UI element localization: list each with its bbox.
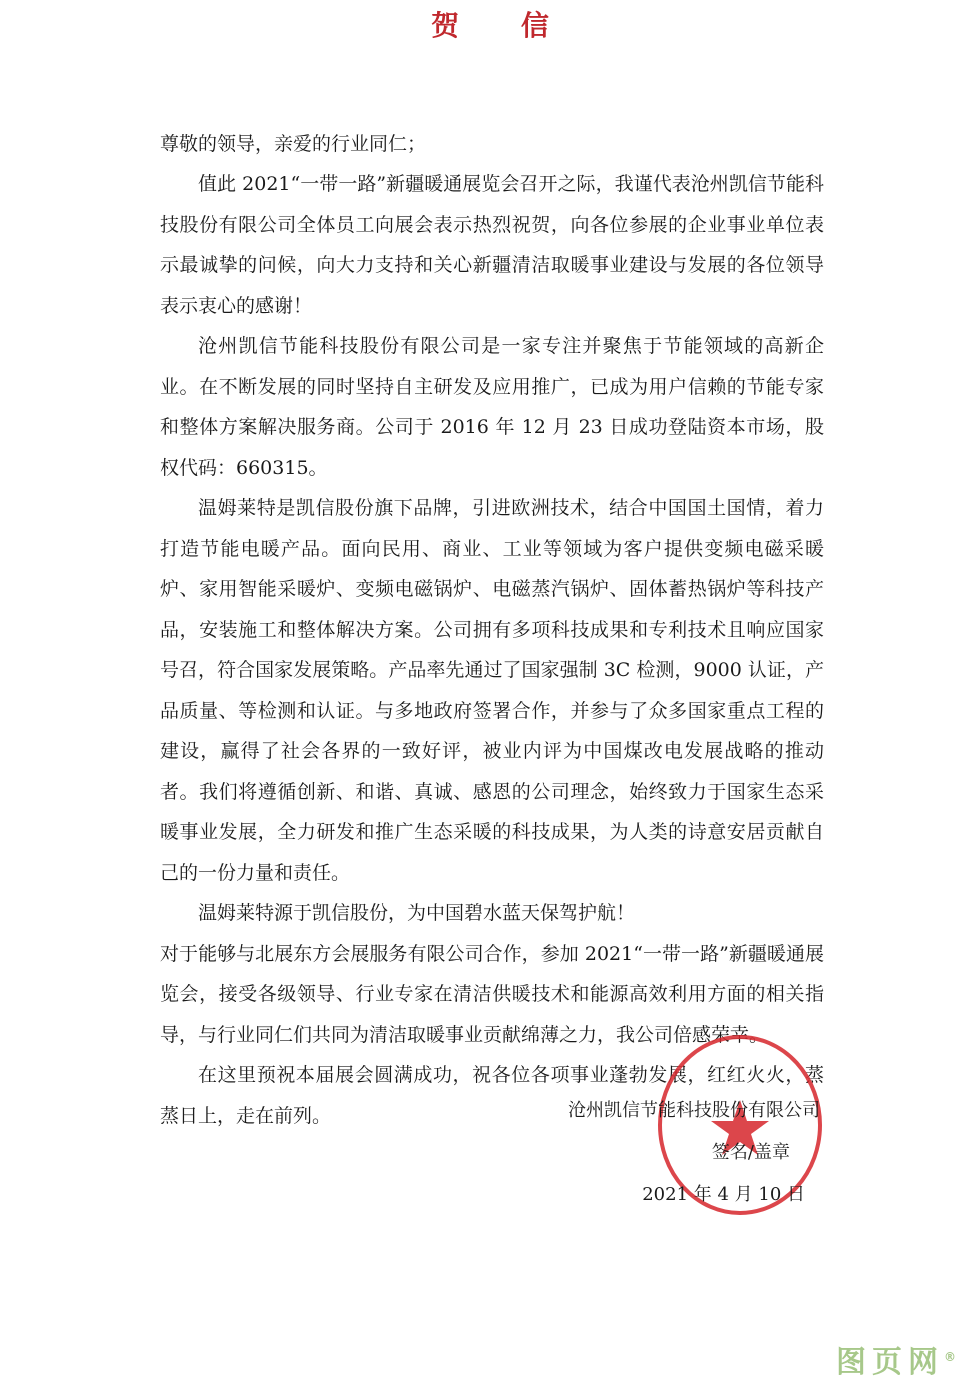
letter-body (160, 164, 824, 1136)
letter-title: 贺 信 (431, 9, 575, 42)
paragraph-brand-intro: 温姆莱特是凯信股份旗下品牌，引进欧洲技术，结合中国国土国情，着力打造节能电暖产品。面向民用、商业、工业等领域为客户提供变频电磁采暖炉、家用智能采暖炉、变频电磁锅炉、电磁蒸汽锅炉、固体蓄热锅炉等科技产品，安装施工和整体解决方案。公司拥有多项科技成果和专利技术且响应国家号召，符合国家发展策略。产品率先通过了国家强制 3C 检测，9000 认证，产品质量、等检测和认证。与多地政府签署合作，并参与了众多国家重点工程的建设，赢得了社会各界的一致好评，被业内评为中国煤改电发展战略的推动者。我们将遵循创新、和谐、真诚、感恩的公司理念，始终致力于国家生态采暖事业发展，全力研发和推广生态采暖的科技成果，为人类的诗意安居贡献自己的一份力量和责任。 (160, 497, 824, 884)
paragraph-cooperation: 对于能够与北展东方会展服务有限公司合作，参加 2021“一带一路”新疆暖通展览会，接受各级领导、行业专家在清洁供暖技术和能源高效利用方面的相关指导，与行业同仁们共同为清洁取暖事业贡献绵薄之力，我公司倍感荣幸。 (160, 942, 824, 1046)
signature-date: 2021 年 4 月 10 日 (642, 1184, 805, 1205)
greeting: 尊敬的领导，亲爱的行业同仁； (160, 133, 427, 155)
paragraph-company-intro: 沧州凯信节能科技股份有限公司是一家专注并聚焦于节能领域的高新企业。在不断发展的同时坚持自主研发及应用推广，已成为用户信赖的节能专家和整体方案解决服务商。公司于 2016 年 12 月 23 日成功登陆资本市场，股权代码：660315。 (160, 335, 824, 479)
paragraph-congratulations: 值此 2021“一带一路”新疆暖通展览会召开之际，我谨代表沧州凯信节能科技股份有限公司全体员工向展会表示热烈祝贺，向各位参展的企业事业单位表示最诚挚的问候，向大力支持和关心新疆清洁取暖事业建设与发展的各位领导表示衷心的感谢！ (160, 173, 824, 317)
paragraph-wishes: 在这里预祝本届展会圆满成功，祝各位各项事业蓬勃发展，红红火火，蒸蒸日上，走在前列。 (160, 1064, 824, 1127)
registered-mark: ® (944, 1350, 962, 1364)
signature-block (560, 1090, 860, 1216)
signature-label: 签名/盖章 (711, 1142, 790, 1163)
watermark-text: 图页网 (836, 1345, 944, 1380)
paragraph-slogan: 温姆莱特源于凯信股份，为中国碧水蓝天保驾护航！ (198, 902, 636, 924)
signature-company: 沧州凯信节能科技股份有限公司 (568, 1100, 820, 1121)
site-watermark (836, 1337, 962, 1381)
